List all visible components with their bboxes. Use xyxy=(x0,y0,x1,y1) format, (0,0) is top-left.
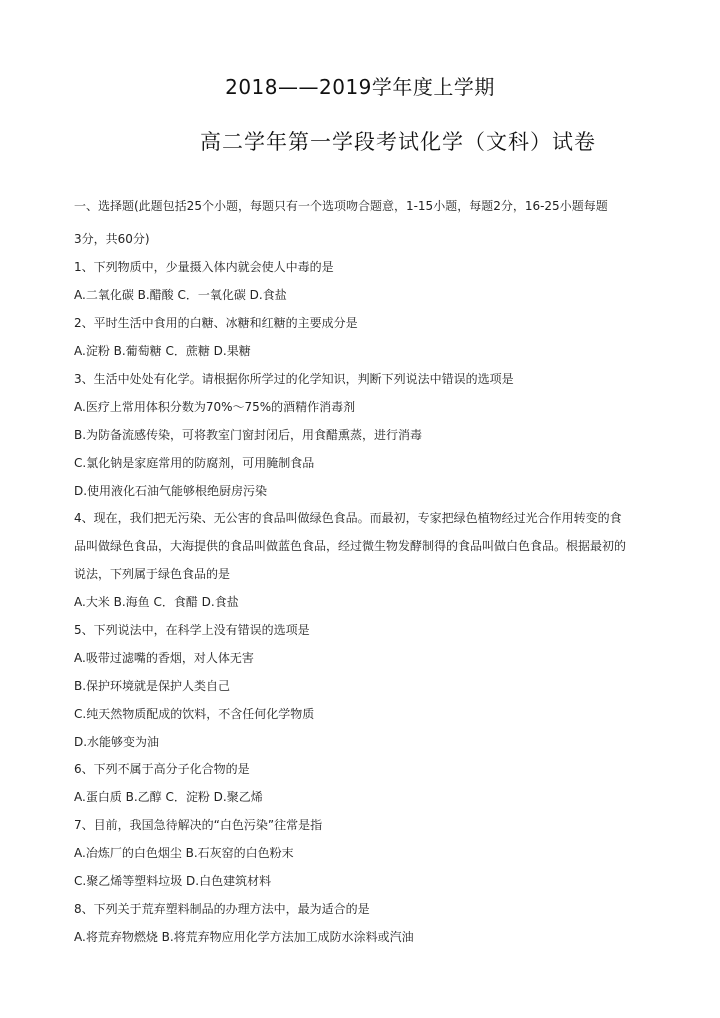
question-7-options-cd: C.聚乙烯等塑料垃圾 D.白色建筑材料 xyxy=(74,874,272,888)
question-5-option-b: B.保护环境就是保护人类自己 xyxy=(74,679,231,693)
question-3-option-c: C.氯化钠是家庭常用的防腐剂，可用腌制食品 xyxy=(74,456,315,470)
section-intro: 一、选择题(此题包括25个小题，每题只有一个选项吻合题意，1-15小题，每题2分，16-25小题每题 xyxy=(74,199,608,213)
question-7-options-ab: A.冶炼厂的白色烟尘 B.石灰窑的白色粉末 xyxy=(74,846,294,860)
question-5-option-d: D.水能够变为油 xyxy=(74,735,160,749)
section-intro-cont: 3分，共60分) xyxy=(74,232,150,246)
question-6: 6、下列不属于高分子化合物的是 xyxy=(74,762,250,776)
question-5-option-c: C.纯天然物质配成的饮料，不含任何化学物质 xyxy=(74,707,315,721)
question-8: 8、下列关于荒弃塑料制品的办理方法中，最为适合的是 xyxy=(74,902,370,916)
question-8-options-ab: A.将荒弃物燃烧 B.将荒弃物应用化学方法加工成防水涂料或汽油 xyxy=(74,930,414,944)
question-6-options: A.蛋白质 B.乙醇 C．淀粉 D.聚乙烯 xyxy=(74,790,263,804)
question-4-cont-2: 说法，下列属于绿色食品的是 xyxy=(74,567,231,581)
question-3-option-b: B.为防备流感传染，可将教室门窗封闭后，用食醋熏蒸，进行消毒 xyxy=(74,428,423,442)
exam-title: 高二学年第一学段考试化学（文科）试卷 xyxy=(200,130,596,154)
question-5-option-a: A.吸带过滤嘴的香烟，对人体无害 xyxy=(74,651,254,665)
question-1: 1、下列物质中，少量摄入体内就会使人中毒的是 xyxy=(74,260,334,274)
question-3-option-a: A.医疗上常用体积分数为70%～75%的酒精作消毒剂 xyxy=(74,400,356,414)
question-4: 4、现在，我们把无污染、无公害的食品叫做绿色食品。而最初，专家把绿色植物经过光合作用转变的食 xyxy=(74,511,622,525)
question-2-options: A.淀粉 B.葡萄糖 C．蔗糖 D.果糖 xyxy=(74,344,251,358)
year-title: 2018——2019学年度上学期 xyxy=(225,75,495,99)
question-1-options: A.二氧化碳 B.醋酸 C．一氧化碳 D.食盐 xyxy=(74,288,287,302)
question-2: 2、平时生活中食用的白糖、冰糖和红糖的主要成分是 xyxy=(74,316,358,330)
question-3-option-d: D.使用液化石油气能够根绝厨房污染 xyxy=(74,484,268,498)
question-3: 3、生活中处处有化学。请根据你所学过的化学知识，判断下列说法中错误的选项是 xyxy=(74,372,514,386)
question-4-options: A.大米 B.海鱼 C．食醋 D.食盐 xyxy=(74,595,239,609)
question-7: 7、目前，我国急待解决的“白色污染”往常是指 xyxy=(74,818,323,832)
question-4-cont-1: 品叫做绿色食品，大海提供的食品叫做蓝色食品，经过微生物发酵制得的食品叫做白色食品。根据最初的 xyxy=(74,539,627,553)
question-5: 5、下列说法中，在科学上没有错误的选项是 xyxy=(74,623,310,637)
